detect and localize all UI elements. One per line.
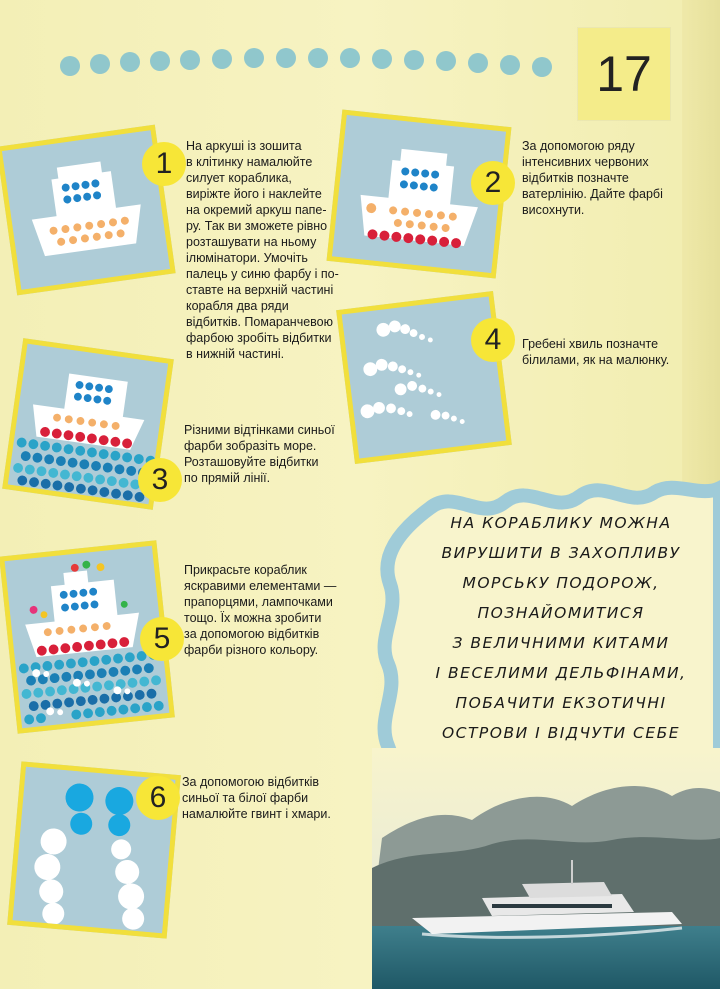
step-3-text: Різними відтінками синьої фарби зобразіть море. Розташовуйте відбитки по прямій лінії. (184, 423, 335, 485)
step-5-text: Прикрасьте кораблик яскравими елементами — прапорцями, лампочками тощо. Їх можна зробити за допомогою відбитків фарби різного кольору. (184, 563, 337, 657)
step-4-text: Гребені хвиль позначте білилами, як на малюнку. (522, 337, 670, 367)
step-6-number: 6 (136, 776, 180, 820)
step-3-number: 3 (138, 458, 182, 502)
step-1-text: На аркуші із зошита в клітинку намалюйте силует кораблика, виріжте його і наклейте на окремий аркуш папе- ру. Так ви зможете рівно розташувати на ньому ілюмінатори. Умочіть палець у синю фарбу і по- ставте на верхній частині корабля два ряди відбитків. Помаранчевою фарбою зробіть відбитки в нижній частині. (186, 139, 339, 361)
step-2-text: За допомогою ряду інтенсивних червоних відбитків позначте ватерлінію. Дайте фарбі висохнути. (522, 139, 663, 217)
step-5-number: 5 (140, 617, 184, 661)
step-4-number: 4 (471, 318, 515, 362)
step-6-text: За допомогою відбитків синьої та білої фарби намалюйте гвинт і хмари. (182, 775, 331, 821)
promo-text: НА КОРАБЛИКУ МОЖНА ВИРУШИТИ В ЗАХОПЛИВУ МОРСЬКУ ПОДОРОЖ, ПОЗНАЙОМИТИСЯ З ВЕЛИЧНИМИ КИТАМИ І ВЕСЕЛИМИ ДЕЛЬФІНАМИ, ПОБАЧИТИ ЕКЗОТИЧНІ ОСТРОВИ І ВІДЧУТИ СЕБЕ (435, 514, 687, 742)
yacht-photo (372, 748, 720, 989)
step-2-number: 2 (471, 161, 515, 205)
page-number: 17 (578, 28, 670, 120)
step-1-number: 1 (142, 142, 186, 186)
